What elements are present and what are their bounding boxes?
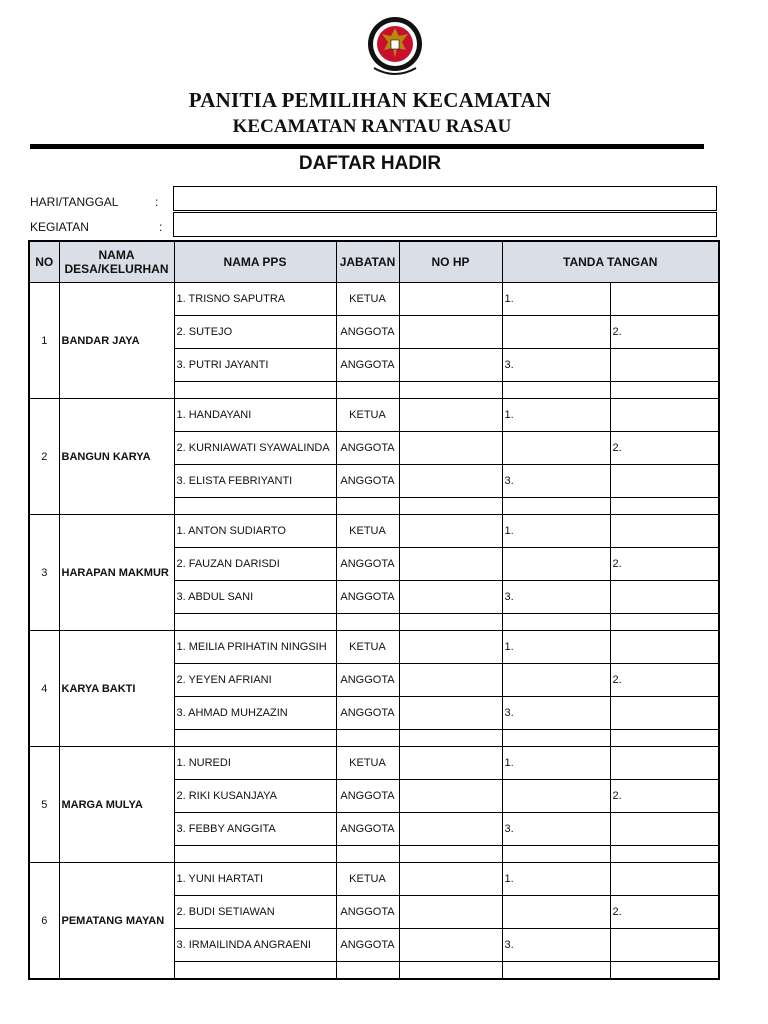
pps-member-name: 2. FAUZAN DARISDI [174,548,336,581]
kpu-emblem-logo [366,14,424,80]
empty-cell [336,382,399,399]
member-position: ANGGOTA [336,465,399,498]
phone-cell[interactable] [399,863,502,896]
row-number: 4 [29,631,59,747]
pps-member-name: 1. TRISNO SAPUTRA [174,283,336,316]
signature-cell-right[interactable] [610,929,719,962]
phone-cell[interactable] [399,664,502,697]
pps-member-name: 2. KURNIAWATI SYAWALINDA [174,432,336,465]
empty-cell [610,962,719,980]
signature-cell-right[interactable] [610,283,719,316]
signature-cell-left[interactable]: 3. [502,929,610,962]
member-position: ANGGOTA [336,929,399,962]
member-position: ANGGOTA [336,349,399,382]
member-position: KETUA [336,631,399,664]
row-number: 1 [29,283,59,399]
header-divider [30,144,704,149]
table-row [29,863,719,896]
activity-field[interactable] [173,212,717,237]
signature-cell-left[interactable]: 3. [502,581,610,614]
village-name: BANDAR JAYA [59,283,174,399]
phone-cell[interactable] [399,283,502,316]
pps-member-name: 3. ELISTA FEBRIYANTI [174,465,336,498]
phone-cell[interactable] [399,349,502,382]
empty-cell [610,382,719,399]
village-name: PEMATANG MAYAN [59,863,174,980]
signature-cell-left[interactable] [502,432,610,465]
header-village-name: NAMA DESA/KELURHAN [59,241,174,283]
pps-member-name: 2. YEYEN AFRIANI [174,664,336,697]
member-position: ANGGOTA [336,432,399,465]
empty-cell [336,962,399,980]
signature-cell-right[interactable] [610,465,719,498]
pps-member-name: 1. ANTON SUDIARTO [174,515,336,548]
day-date-colon: : [155,195,159,209]
empty-cell [610,846,719,863]
member-position: KETUA [336,747,399,780]
table-row [29,747,719,780]
pps-member-name: 1. HANDAYANI [174,399,336,432]
empty-cell [174,730,336,747]
pps-member-name: 2. BUDI SETIAWAN [174,896,336,929]
member-position: KETUA [336,399,399,432]
signature-cell-left[interactable]: 1. [502,515,610,548]
empty-cell [502,614,610,631]
phone-cell[interactable] [399,581,502,614]
empty-cell [502,846,610,863]
signature-cell-left[interactable] [502,664,610,697]
signature-cell-right[interactable] [610,399,719,432]
member-position: ANGGOTA [336,548,399,581]
attendance-table [28,240,720,980]
signature-cell-right[interactable]: 2. [610,432,719,465]
committee-title: PANITIA PEMILIHAN KECAMATAN [188,88,552,112]
empty-cell [399,614,502,631]
signature-cell-left[interactable] [502,316,610,349]
signature-cell-right[interactable]: 2. [610,780,719,813]
header-phone: NO HP [399,241,502,283]
day-date-field[interactable] [173,186,717,211]
empty-cell [336,614,399,631]
member-position: KETUA [336,515,399,548]
district-title: KECAMATAN RANTAU RASAU [232,116,512,137]
signature-cell-left[interactable]: 3. [502,697,610,730]
pps-member-name: 1. YUNI HARTATI [174,863,336,896]
member-position: ANGGOTA [336,813,399,846]
signature-cell-right[interactable] [610,863,719,896]
table-row [29,515,719,548]
phone-cell[interactable] [399,548,502,581]
empty-cell [502,730,610,747]
empty-cell [174,498,336,515]
phone-cell[interactable] [399,465,502,498]
phone-cell[interactable] [399,316,502,349]
pps-member-name: 3. FEBBY ANGGITA [174,813,336,846]
pps-member-name: 2. SUTEJO [174,316,336,349]
signature-cell-right[interactable] [610,631,719,664]
phone-cell[interactable] [399,631,502,664]
phone-cell[interactable] [399,432,502,465]
pps-member-name: 2. RIKI KUSANJAYA [174,780,336,813]
signature-cell-right[interactable] [610,747,719,780]
signature-cell-left[interactable]: 1. [502,747,610,780]
member-position: ANGGOTA [336,581,399,614]
activity-label: KEGIATAN [30,220,89,234]
row-number: 3 [29,515,59,631]
phone-cell[interactable] [399,780,502,813]
phone-cell[interactable] [399,929,502,962]
table-row [29,631,719,664]
signature-cell-right[interactable] [610,581,719,614]
document-heading: DAFTAR HADIR [298,153,442,174]
empty-cell [399,498,502,515]
pps-member-name: 1. MEILIA PRIHATIN NINGSIH [174,631,336,664]
village-name: KARYA BAKTI [59,631,174,747]
village-name: MARGA MULYA [59,747,174,863]
signature-cell-right[interactable] [610,515,719,548]
empty-cell [174,846,336,863]
signature-cell-left[interactable] [502,780,610,813]
phone-cell[interactable] [399,896,502,929]
empty-cell [399,962,502,980]
empty-cell [610,730,719,747]
member-position: ANGGOTA [336,896,399,929]
table-header-row [29,241,719,283]
signature-cell-left[interactable]: 1. [502,283,610,316]
empty-cell [610,498,719,515]
header-no: NO [29,241,59,283]
empty-cell [336,730,399,747]
header-signature: TANDA TANGAN [502,241,719,283]
signature-cell-right[interactable] [610,349,719,382]
empty-cell [502,382,610,399]
member-position: KETUA [336,283,399,316]
signature-cell-right[interactable]: 2. [610,664,719,697]
table-row [29,283,719,316]
signature-cell-right[interactable] [610,697,719,730]
day-date-label: HARI/TANGGAL [30,195,119,209]
signature-cell-right[interactable] [610,813,719,846]
row-number: 6 [29,863,59,980]
empty-cell [399,846,502,863]
header-pps-name: NAMA PPS [174,241,336,283]
signature-cell-left[interactable]: 3. [502,813,610,846]
village-name: BANGUN KARYA [59,399,174,515]
row-number: 5 [29,747,59,863]
signature-cell-left[interactable]: 3. [502,465,610,498]
pps-member-name: 3. AHMAD MUHZAZIN [174,697,336,730]
village-name: HARAPAN MAKMUR [59,515,174,631]
pps-member-name: 3. ABDUL SANI [174,581,336,614]
signature-cell-left[interactable]: 3. [502,349,610,382]
signature-cell-left[interactable]: 1. [502,863,610,896]
phone-cell[interactable] [399,747,502,780]
empty-cell [336,846,399,863]
signature-cell-left[interactable]: 1. [502,631,610,664]
empty-cell [610,614,719,631]
phone-cell[interactable] [399,813,502,846]
signature-cell-right[interactable]: 2. [610,896,719,929]
empty-cell [502,498,610,515]
member-position: ANGGOTA [336,780,399,813]
member-position: ANGGOTA [336,316,399,349]
phone-cell[interactable] [399,697,502,730]
member-position: ANGGOTA [336,664,399,697]
empty-cell [399,382,502,399]
empty-cell [502,962,610,980]
pps-member-name: 3. IRMAILINDA ANGRAENI [174,929,336,962]
signature-cell-right[interactable]: 2. [610,548,719,581]
empty-cell [174,614,336,631]
signature-cell-right[interactable]: 2. [610,316,719,349]
member-position: KETUA [336,863,399,896]
empty-cell [174,962,336,980]
member-position: ANGGOTA [336,697,399,730]
table-row [29,399,719,432]
empty-cell [399,730,502,747]
row-number: 2 [29,399,59,515]
pps-member-name: 3. PUTRI JAYANTI [174,349,336,382]
header-position: JABATAN [336,241,399,283]
empty-cell [336,498,399,515]
phone-cell[interactable] [399,515,502,548]
signature-cell-left[interactable]: 1. [502,399,610,432]
phone-cell[interactable] [399,399,502,432]
signature-cell-left[interactable] [502,548,610,581]
activity-colon: : [159,220,163,234]
empty-cell [174,382,336,399]
pps-member-name: 1. NUREDI [174,747,336,780]
signature-cell-left[interactable] [502,896,610,929]
